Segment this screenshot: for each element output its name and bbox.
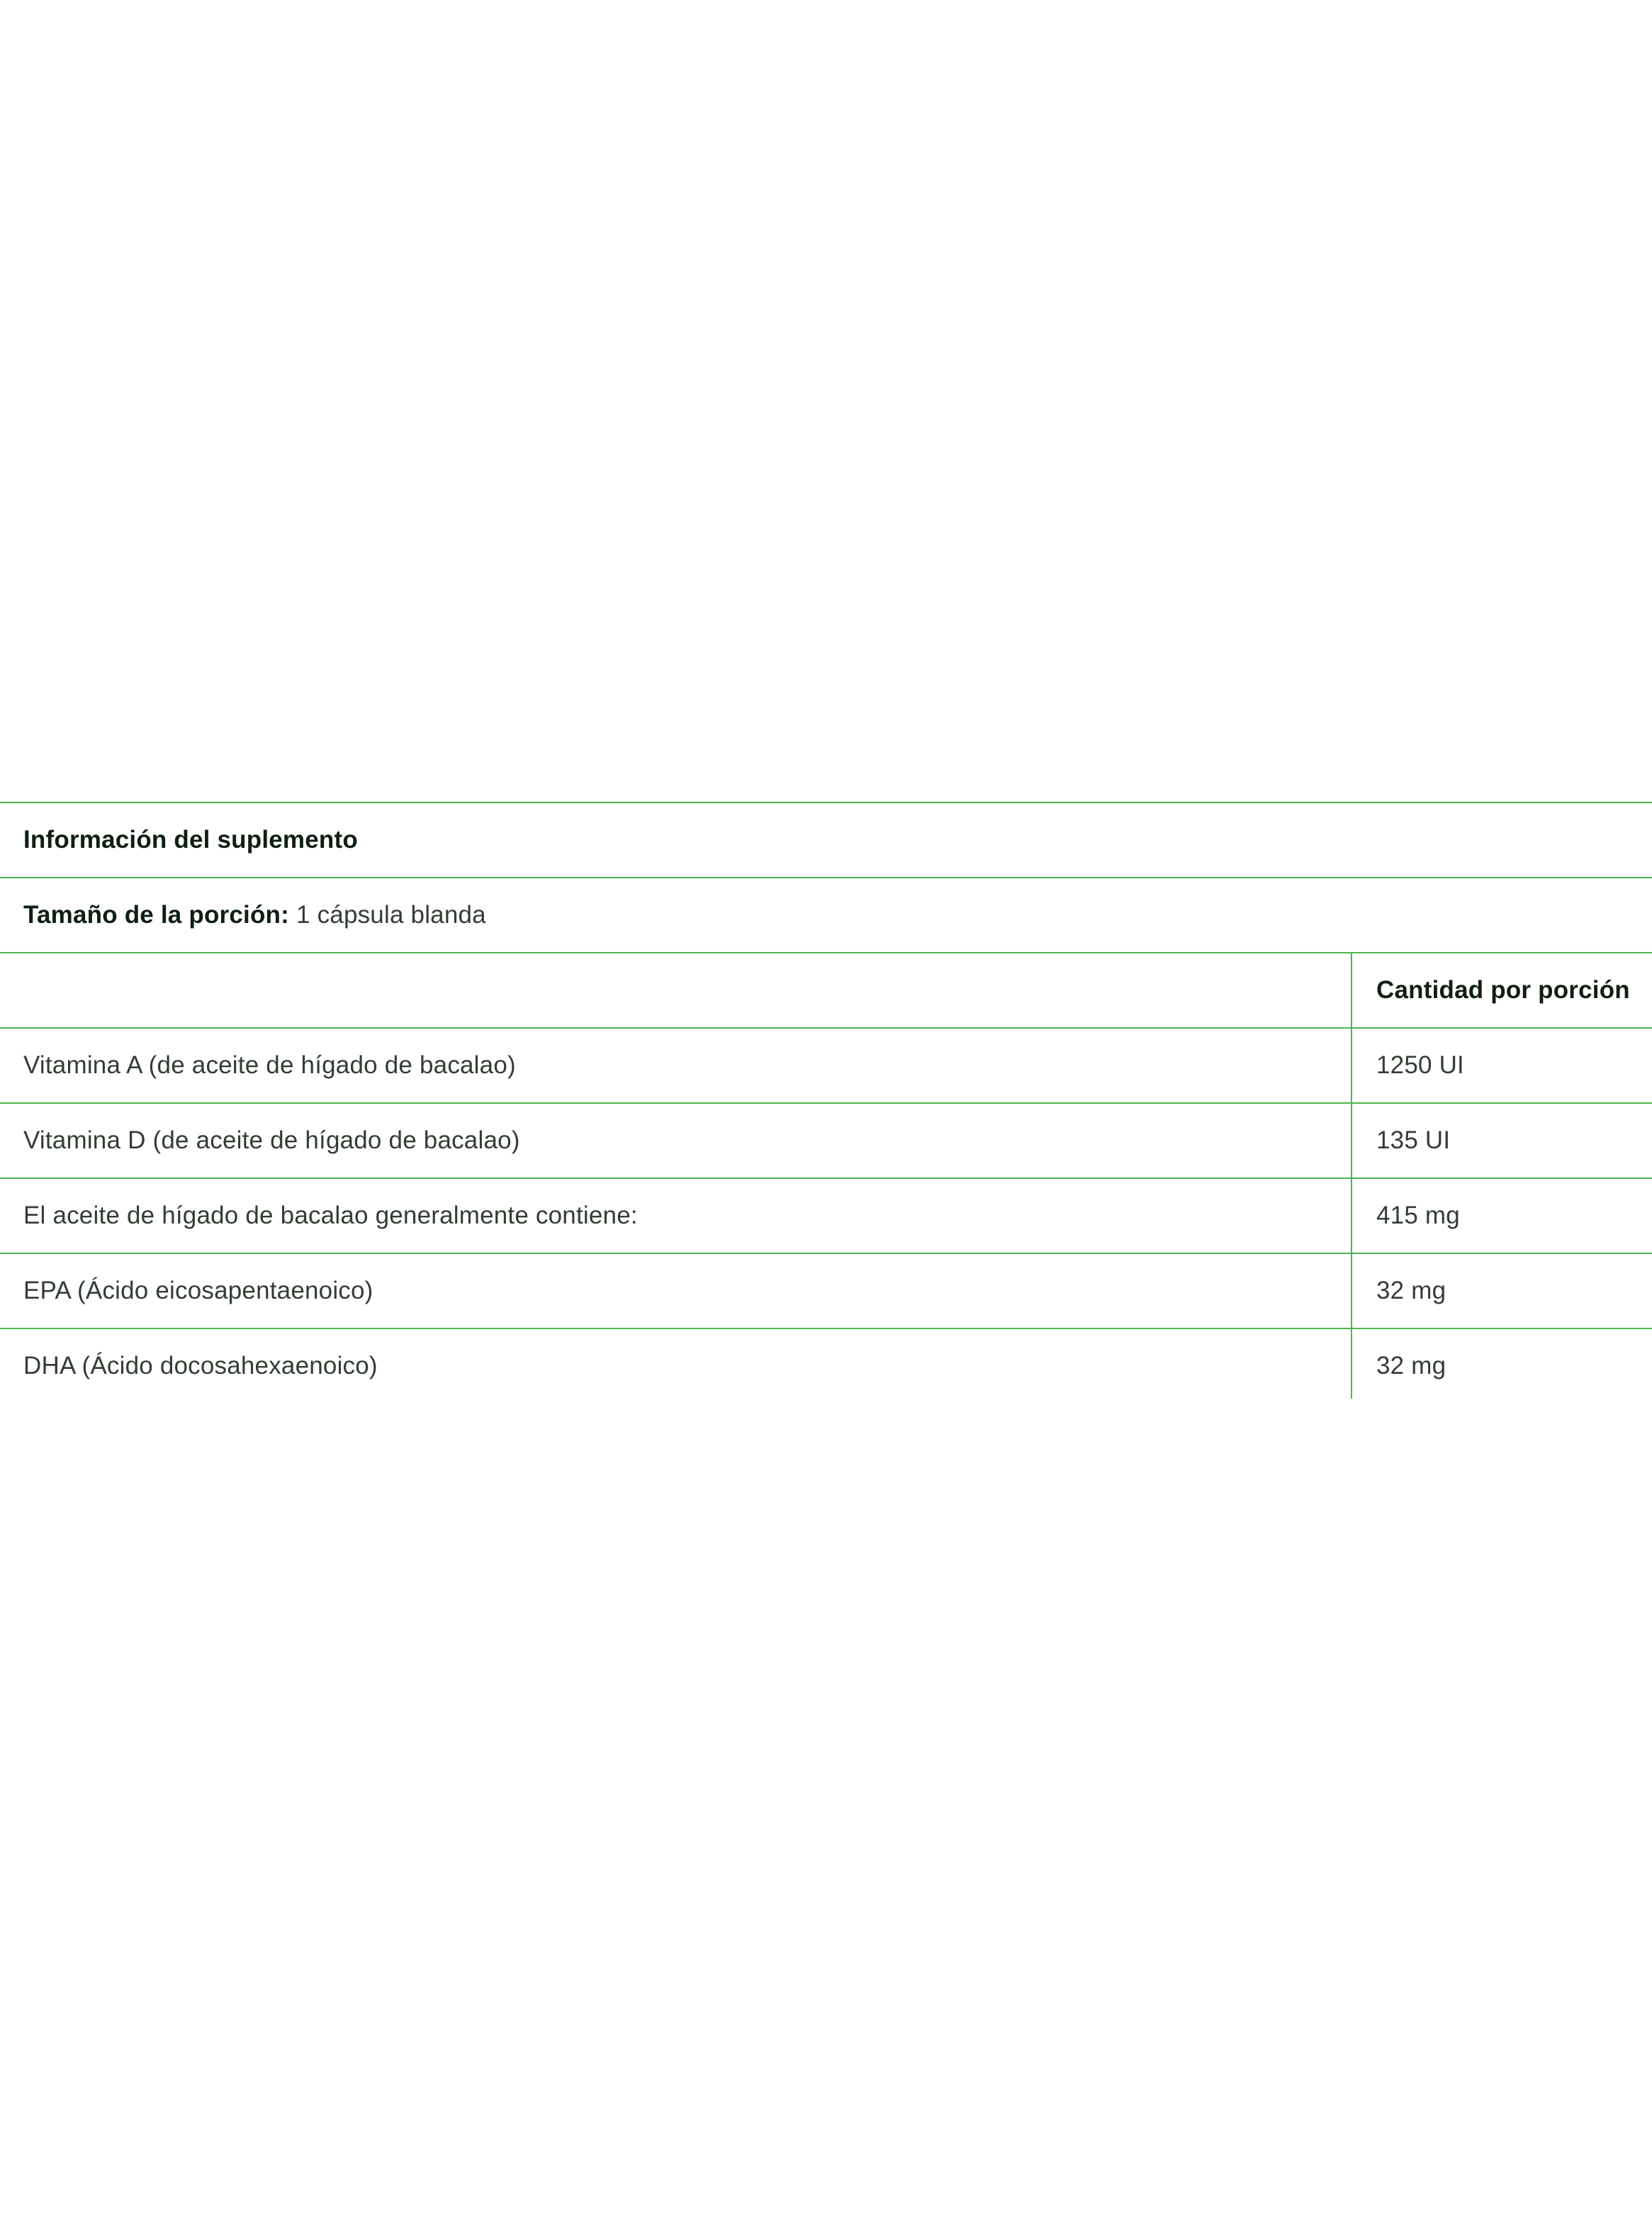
column-divider — [1351, 953, 1352, 1027]
column-header-row — [0, 952, 1652, 1027]
table-title-row — [0, 802, 1652, 877]
table-row — [0, 1027, 1652, 1102]
nutrient-name: Vitamina A (de aceite de hígado de bacalao) — [23, 1051, 516, 1079]
nutrient-amount: 32 mg — [1376, 1277, 1446, 1304]
column-divider — [1351, 1329, 1352, 1399]
column-divider — [1351, 1254, 1352, 1328]
serving-size-row — [0, 877, 1652, 952]
table-row — [0, 1102, 1652, 1177]
serving-size-label: Tamaño de la porción: — [23, 901, 289, 929]
nutrient-amount: 135 UI — [1376, 1126, 1451, 1154]
column-divider — [1351, 1104, 1352, 1177]
column-header-amount: Cantidad por porción — [1376, 976, 1630, 1004]
nutrient-name: EPA (Ácido eicosapentaenoico) — [23, 1277, 373, 1304]
table-title: Información del suplemento — [23, 826, 358, 854]
column-header-blank — [23, 953, 1320, 1027]
supplement-facts-table — [0, 802, 1652, 1397]
nutrient-name: DHA (Ácido docosahexaenoico) — [23, 1352, 378, 1379]
table-row — [0, 1253, 1652, 1328]
nutrient-name: Vitamina D (de aceite de hígado de bacalao) — [23, 1126, 520, 1154]
table-row — [0, 1177, 1652, 1253]
nutrient-amount: 1250 UI — [1376, 1051, 1464, 1079]
nutrient-name: El aceite de hígado de bacalao generalmente contiene: — [23, 1202, 638, 1229]
table-row — [0, 1328, 1652, 1397]
column-divider — [1351, 1179, 1352, 1253]
serving-size — [23, 878, 1320, 952]
serving-size-value: 1 cápsula blanda — [296, 901, 486, 929]
nutrient-amount: 32 mg — [1376, 1352, 1446, 1379]
column-divider — [1351, 1029, 1352, 1102]
nutrient-amount: 415 mg — [1376, 1202, 1460, 1229]
